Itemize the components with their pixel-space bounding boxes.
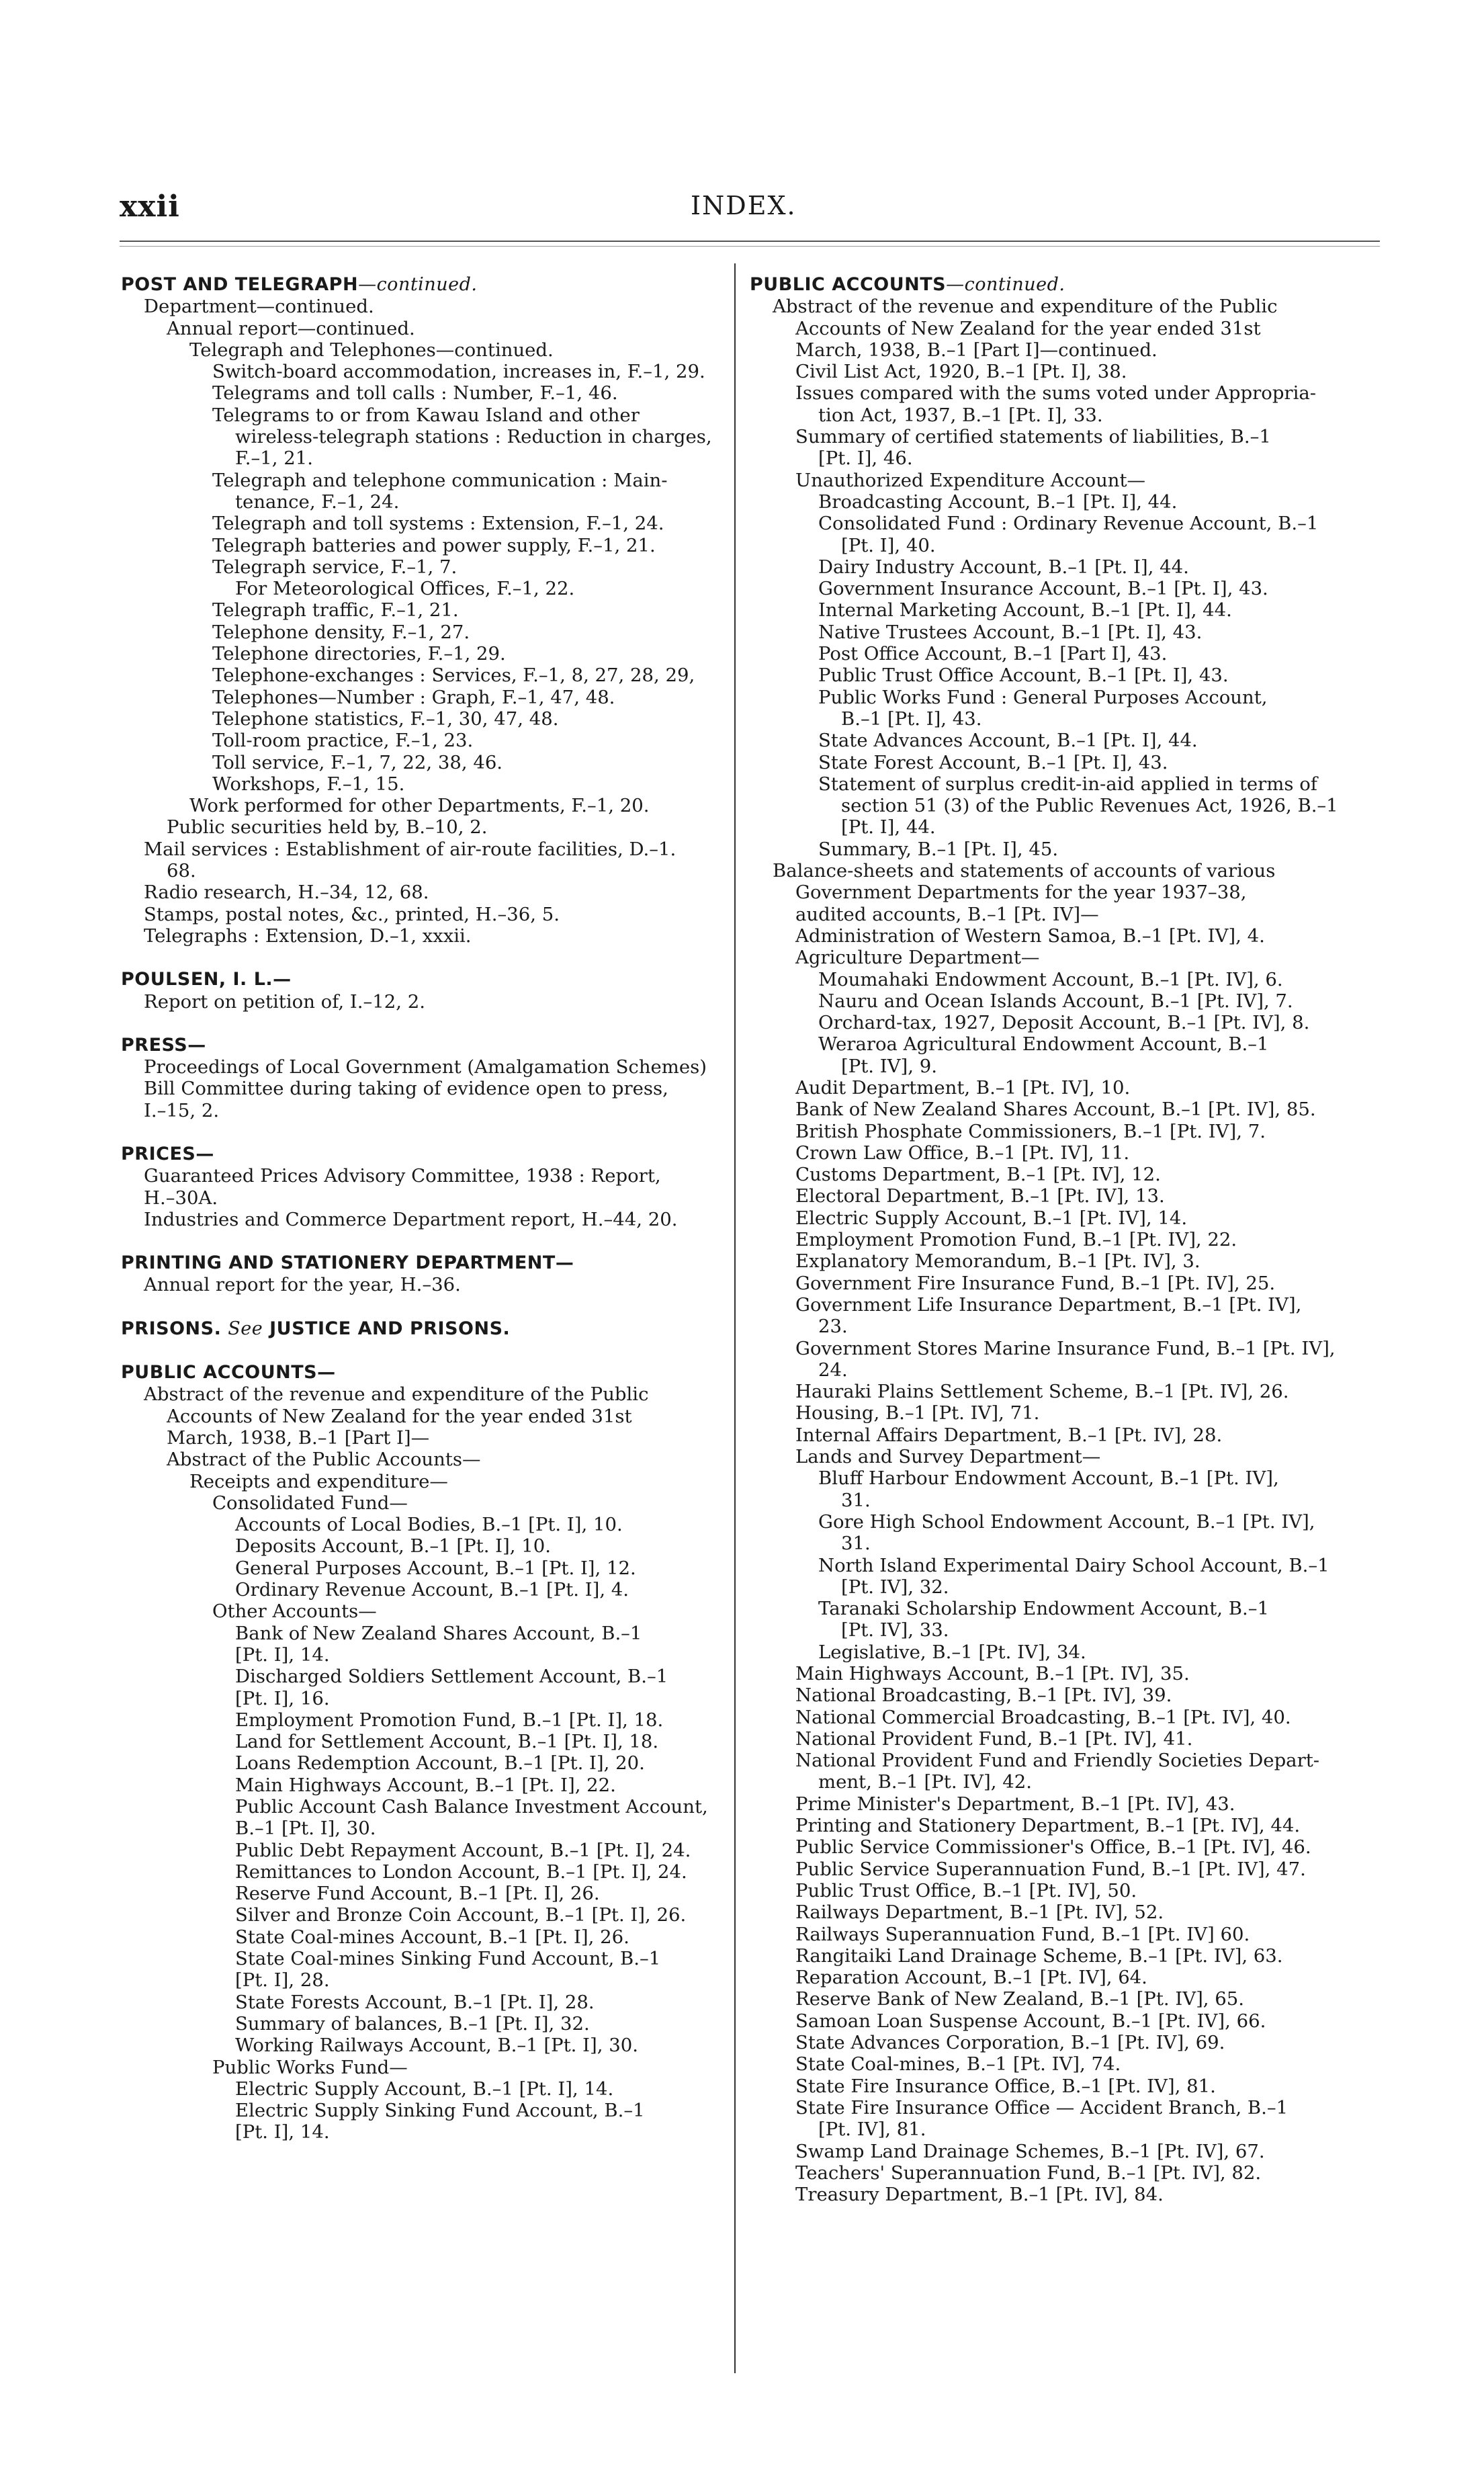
index-entry: Public Service Commissioner's Office, B.–1 [Pt. IV], 46. (795, 1836, 1311, 1859)
index-entry: State Advances Corporation, B.–1 [Pt. IV], 69. (795, 2032, 1225, 2054)
index-entry: Deposits Account, B.–1 [Pt. I], 10. (235, 1535, 551, 1557)
index-entry: Public Service Superannuation Fund, B.–1 [Pt. IV], 47. (795, 1858, 1306, 1880)
index-entry: Telephone directories, F.–1, 29. (212, 643, 506, 665)
index-entry: Audit Department, B.–1 [Pt. IV], 10. (795, 1076, 1131, 1099)
index-entry: Lands and Survey Department— (795, 1446, 1101, 1468)
index-entry: Telegrams and toll calls : Number, F.–1, 46. (212, 382, 618, 404)
index-heading (750, 274, 1381, 296)
index-entry: Telephones—Number : Graph, F.–1, 47, 48. (212, 686, 615, 708)
index-entry: Balance-sheets and statements of accounts of various (773, 860, 1276, 882)
heading-text: POST AND TELEGRAPH (121, 274, 359, 295)
index-entry: State Forests Account, B.–1 [Pt. I], 28. (235, 1991, 595, 2013)
index-entry: wireless-telegraph stations : Reduction in charges, (235, 426, 712, 448)
index-entry: National Broadcasting, B.–1 [Pt. IV], 39. (795, 1684, 1172, 1707)
index-entry: Government Fire Insurance Fund, B.–1 [Pt. IV], 25. (795, 1272, 1276, 1294)
index-entry: Report on petition of, I.–12, 2. (144, 990, 425, 1013)
heading-text: PRICES— (121, 1143, 214, 1164)
index-entry: Radio research, H.–34, 12, 68. (144, 882, 429, 904)
index-entry: State Forest Account, B.–1 [Pt. I], 43. (818, 751, 1168, 773)
see-reference-target: JUSTICE AND PRISONS. (269, 1318, 511, 1339)
index-entry: Employment Promotion Fund, B.–1 [Pt. I], 18. (235, 1709, 664, 1731)
index-entry: Public Account Cash Balance Investment Account, (235, 1796, 708, 1818)
index-entry: Public securities held by, B.–10, 2. (167, 816, 488, 839)
index-entry: Industries and Commerce Department report, H.–44, 20. (144, 1208, 678, 1230)
index-entry: Accounts of Local Bodies, B.–1 [Pt. I], 10. (235, 1514, 623, 1536)
entry-spacer (121, 1230, 719, 1252)
index-entry: National Provident Fund and Friendly Societies Depart- (795, 1750, 1320, 1772)
index-entry: Main Highways Account, B.–1 [Pt. I], 22. (235, 1774, 616, 1796)
index-entry: Main Highways Account, B.–1 [Pt. IV], 35. (795, 1663, 1190, 1684)
index-entry: Mail services : Establishment of air-route facilities, D.–1. (144, 838, 676, 860)
index-entry: Native Trustees Account, B.–1 [Pt. I], 43. (818, 621, 1203, 643)
index-entry: Public Trust Office Account, B.–1 [Pt. I], 43. (818, 665, 1229, 687)
index-entry: Ordinary Revenue Account, B.–1 [Pt. I], 4. (235, 1579, 629, 1601)
index-entry: Customs Department, B.–1 [Pt. IV], 12. (795, 1164, 1161, 1186)
entry-spacer (121, 947, 719, 969)
index-entry: Reserve Bank of New Zealand, B.–1 [Pt. IV], 65. (795, 1988, 1245, 2010)
entry-spacer (121, 1296, 719, 1318)
index-entry: Toll service, F.–1, 7, 22, 38, 46. (212, 751, 503, 773)
index-entry: [Pt. I], 28. (235, 1969, 330, 1992)
heading-text: PUBLIC ACCOUNTS— (121, 1362, 336, 1383)
index-entry: Public Works Fund : General Purposes Account, (818, 686, 1268, 708)
index-entry: March, 1938, B.–1 [Part I]— (167, 1426, 430, 1449)
index-entry: Gore High School Endowment Account, B.–1 [Pt. IV], (818, 1510, 1315, 1533)
index-entry: Civil List Act, 1920, B.–1 [Pt. I], 38. (795, 361, 1127, 383)
index-entry: Administration of Western Samoa, B.–1 [Pt. IV], 4. (795, 925, 1265, 947)
index-entry: Government Insurance Account, B.–1 [Pt. I], 43. (818, 578, 1268, 600)
index-entry: Telegraph batteries and power supply, F.–1, 21. (212, 534, 656, 556)
page-title: INDEX. (691, 191, 797, 220)
index-entry: Telephone density, F.–1, 27. (212, 621, 470, 643)
index-entry: Swamp Land Drainage Schemes, B.–1 [Pt. IV], 67. (795, 2140, 1265, 2162)
index-entry: tion Act, 1937, B.–1 [Pt. I], 33. (818, 404, 1103, 426)
entry-spacer (121, 1121, 719, 1144)
index-entry: Summary of balances, B.–1 [Pt. I], 32. (235, 2012, 590, 2035)
index-entry: I.–15, 2. (144, 1099, 220, 1121)
index-entry: [Pt. IV], 81. (818, 2119, 926, 2141)
index-entry: Reparation Account, B.–1 [Pt. IV], 64. (795, 1967, 1147, 1989)
index-entry: Switch-board accommodation, increases in, F.–1, 29. (212, 361, 705, 383)
index-entry: Telegrams to or from Kawau Island and other (212, 404, 640, 426)
index-entry: Public Works Fund— (212, 2056, 408, 2078)
index-entry: [Pt. I], 40. (841, 534, 936, 556)
index-entry: Consolidated Fund— (212, 1492, 408, 1514)
index-column-left (121, 274, 719, 2143)
index-entry: Government Life Insurance Department, B.–1 [Pt. IV], (795, 1293, 1302, 1316)
index-entry: Rangitaiki Land Drainage Scheme, B.–1 [Pt. IV], 63. (795, 1945, 1283, 1967)
index-entry: Printing and Stationery Department, B.–1 [Pt. IV], 44. (795, 1815, 1301, 1837)
see-reference-label: See (228, 1318, 263, 1339)
index-entry: 23. (818, 1316, 848, 1338)
index-entry: Housing, B.–1 [Pt. IV], 71. (795, 1402, 1040, 1424)
index-entry: Working Railways Account, B.–1 [Pt. I], 30. (235, 2035, 638, 2057)
index-entry: Telephone statistics, F.–1, 30, 47, 48. (212, 708, 559, 730)
index-entry: Prime Minister's Department, B.–1 [Pt. IV], 43. (795, 1793, 1235, 1815)
index-entry: F.–1, 21. (235, 447, 314, 470)
index-entry: Telegraph service, F.–1, 7. (212, 556, 457, 578)
index-entry: Weraroa Agricultural Endowment Account, B.–1 (818, 1033, 1269, 1056)
index-entry: [Pt. I], 14. (235, 2121, 330, 2143)
index-entry: Stamps, postal notes, &c., printed, H.–36, 5. (144, 903, 560, 925)
index-entry: Accounts of New Zealand for the year ended 31st (167, 1405, 632, 1427)
index-entry: [Pt. I], 16. (235, 1687, 330, 1709)
index-entry: [Pt. IV], 32. (841, 1576, 949, 1598)
heading-text: PRESS— (121, 1034, 206, 1056)
index-entry: Explanatory Memorandum, B.–1 [Pt. IV], 3. (795, 1250, 1201, 1273)
index-entry: State Fire Insurance Office, B.–1 [Pt. IV], 81. (795, 2075, 1216, 2097)
index-entry: Annual report—continued. (167, 317, 415, 339)
index-entry: Crown Law Office, B.–1 [Pt. IV], 11. (795, 1142, 1130, 1164)
index-entry: Telegraph traffic, F.–1, 21. (212, 599, 459, 622)
index-entry: Employment Promotion Fund, B.–1 [Pt. IV], 22. (795, 1229, 1237, 1251)
entry-spacer (121, 1013, 719, 1035)
index-entry: Samoan Loan Suspense Account, B.–1 [Pt. IV], 66. (795, 2010, 1266, 2032)
index-entry: Abstract of the Public Accounts— (167, 1449, 481, 1471)
index-entry: [Pt. I], 44. (841, 816, 936, 839)
index-entry: Post Office Account, B.–1 [Part I], 43. (818, 643, 1168, 665)
index-entry: Bluff Harbour Endowment Account, B.–1 [Pt. IV], (818, 1467, 1279, 1490)
index-entry: Taranaki Scholarship Endowment Account, B.–1 (818, 1598, 1269, 1620)
index-entry: Nauru and Ocean Islands Account, B.–1 [Pt. IV], 7. (818, 990, 1293, 1012)
index-heading (121, 274, 719, 296)
index-entry: Public Debt Repayment Account, B.–1 [Pt. I], 24. (235, 1839, 691, 1861)
index-heading (121, 1362, 719, 1383)
index-entry: Department—continued. (144, 296, 374, 318)
index-entry: State Fire Insurance Office — Accident Branch, B.–1 (795, 2096, 1289, 2119)
index-entry: Orchard-tax, 1927, Deposit Account, B.–1 [Pt. IV], 8. (818, 1012, 1310, 1034)
index-entry: Treasury Department, B.–1 [Pt. IV], 84. (795, 2184, 1164, 2206)
index-entry: Dairy Industry Account, B.–1 [Pt. I], 44. (818, 556, 1189, 578)
index-entry: Accounts of New Zealand for the year ended 31st (795, 317, 1261, 339)
index-entry: B.–1 [Pt. I], 43. (841, 708, 982, 730)
index-heading (121, 1252, 719, 1274)
index-entry: Annual report for the year, H.–36. (144, 1274, 461, 1296)
index-entry: For Meteorological Offices, F.–1, 22. (235, 578, 575, 600)
index-heading (121, 1318, 719, 1340)
index-entry: Legislative, B.–1 [Pt. IV], 34. (818, 1641, 1086, 1663)
index-entry: Workshops, F.–1, 15. (212, 773, 405, 795)
index-entry: Electric Supply Account, B.–1 [Pt. IV], 14. (795, 1207, 1188, 1229)
index-entry: Receipts and expenditure— (189, 1470, 448, 1492)
index-entry: Land for Settlement Account, B.–1 [Pt. I], 18. (235, 1731, 659, 1753)
heading-continued: —continued. (946, 274, 1065, 295)
index-entry: Bill Committee during taking of evidence open to press, (144, 1078, 668, 1100)
index-entry: Telegraph and Telephones—continued. (189, 339, 554, 361)
index-entry: Telegraph and toll systems : Extension, F.–1, 24. (212, 513, 664, 535)
index-entry: B.–1 [Pt. I], 30. (235, 1818, 376, 1840)
index-entry: Teachers' Superannuation Fund, B.–1 [Pt. IV], 82. (795, 2162, 1262, 2184)
index-heading (121, 1035, 719, 1056)
heading-text: POULSEN, I. L.— (121, 969, 292, 990)
index-entry: Electric Supply Sinking Fund Account, B.–1 (235, 2100, 645, 2122)
index-entry: Unauthorized Expenditure Account— (795, 469, 1146, 491)
index-entry: Government Departments for the year 1937–38, (795, 882, 1247, 904)
index-entry: Moumahaki Endowment Account, B.–1 [Pt. IV], 6. (818, 968, 1283, 990)
index-entry: section 51 (3) of the Public Revenues Act, 1926, B.–1 (841, 795, 1338, 817)
index-column-right (750, 274, 1381, 2205)
index-entry: Internal Affairs Department, B.–1 [Pt. IV], 28. (795, 1424, 1223, 1446)
index-entry: Abstract of the revenue and expenditure of the Public (144, 1383, 649, 1406)
index-entry: Reserve Fund Account, B.–1 [Pt. I], 26. (235, 1883, 600, 1905)
index-entry: 31. (841, 1533, 871, 1555)
index-entry: [Pt. I], 46. (818, 447, 913, 470)
index-entry: Telegraph and telephone communication : Main- (212, 469, 668, 491)
index-entry: National Commercial Broadcasting, B.–1 [Pt. IV], 40. (795, 1706, 1291, 1728)
index-entry: Loans Redemption Account, B.–1 [Pt. I], 20. (235, 1752, 645, 1775)
index-entry: Consolidated Fund : Ordinary Revenue Account, B.–1 (818, 513, 1319, 535)
index-entry: North Island Experimental Dairy School Account, B.–1 (818, 1554, 1329, 1576)
index-entry: H.–30A. (144, 1187, 218, 1209)
index-entry: Statement of surplus credit-in-aid applied in terms of (818, 773, 1317, 795)
index-entry: State Coal-mines, B.–1 [Pt. IV], 74. (795, 2053, 1121, 2076)
index-entry: 31. (841, 1489, 871, 1511)
index-entry: Broadcasting Account, B.–1 [Pt. I], 44. (818, 490, 1178, 513)
heading-text: PUBLIC ACCOUNTS (750, 274, 947, 295)
entry-spacer (121, 1340, 719, 1362)
header-rule (120, 241, 1380, 242)
index-entry: Agriculture Department— (795, 947, 1040, 969)
index-entry: General Purposes Account, B.–1 [Pt. I], 12. (235, 1557, 636, 1579)
heading-text: PRISONS. (121, 1318, 222, 1339)
index-entry: [Pt. I], 14. (235, 1643, 330, 1666)
index-entry: audited accounts, B.–1 [Pt. IV]— (795, 903, 1099, 925)
header-rule-thin (120, 246, 1380, 247)
index-entry: Railways Department, B.–1 [Pt. IV], 52. (795, 1902, 1164, 1924)
index-entry: Railways Superannuation Fund, B.–1 [Pt. IV] 60. (795, 1923, 1250, 1945)
column-divider (734, 263, 736, 2373)
index-entry: Remittances to London Account, B.–1 [Pt. I], 24. (235, 1861, 687, 1883)
index-entry: Electoral Department, B.–1 [Pt. IV], 13. (795, 1185, 1165, 1207)
index-entry: 24. (818, 1359, 848, 1381)
index-entry: Toll-room practice, F.–1, 23. (212, 730, 474, 752)
index-entry: Silver and Bronze Coin Account, B.–1 [Pt. I], 26. (235, 1904, 687, 1926)
index-entry: Public Trust Office, B.–1 [Pt. IV], 50. (795, 1879, 1137, 1902)
page-number: xxii (120, 189, 180, 224)
index-entry: British Phosphate Commissioners, B.–1 [Pt. IV], 7. (795, 1120, 1266, 1142)
index-entry: Work performed for other Departments, F.–1, 20. (189, 795, 650, 817)
index-entry: Hauraki Plains Settlement Scheme, B.–1 [Pt. IV], 26. (795, 1381, 1289, 1403)
index-heading (121, 1144, 719, 1165)
index-entry: Telegraphs : Extension, D.–1, xxxii. (144, 925, 472, 947)
heading-continued: —continued. (358, 274, 478, 295)
index-entry: State Coal-mines Sinking Fund Account, B.–1 (235, 1948, 661, 1970)
index-entry: [Pt. IV], 9. (841, 1055, 937, 1077)
index-entry: [Pt. IV], 33. (841, 1619, 949, 1641)
index-entry: Discharged Soldiers Settlement Account, B.–1 (235, 1666, 668, 1688)
index-entry: Guaranteed Prices Advisory Committee, 1938 : Report, (144, 1165, 661, 1187)
index-entry: Proceedings of Local Government (Amalgamation Schemes) (144, 1056, 707, 1078)
index-entry: State Advances Account, B.–1 [Pt. I], 44. (818, 730, 1198, 752)
heading-text: PRINTING AND STATIONERY DEPARTMENT— (121, 1252, 574, 1274)
index-entry: Summary, B.–1 [Pt. I], 45. (818, 838, 1059, 860)
index-entry: tenance, F.–1, 24. (235, 490, 400, 513)
index-entry: Abstract of the revenue and expenditure of the Public (773, 296, 1278, 318)
index-entry: Bank of New Zealand Shares Account, B.–1 [Pt. IV], 85. (795, 1099, 1316, 1121)
index-entry: Issues compared with the sums voted under Appropria- (795, 382, 1317, 404)
index-entry: Other Accounts— (212, 1600, 377, 1623)
index-entry: ment, B.–1 [Pt. IV], 42. (818, 1771, 1032, 1793)
index-entry: National Provident Fund, B.–1 [Pt. IV], 41. (795, 1727, 1193, 1750)
index-entry: Telephone-exchanges : Services, F.–1, 8, 27, 28, 29, (212, 665, 695, 687)
index-entry: Electric Supply Account, B.–1 [Pt. I], 14. (235, 2078, 614, 2100)
index-entry: Internal Marketing Account, B.–1 [Pt. I], 44. (818, 599, 1232, 622)
index-heading (121, 969, 719, 990)
index-entry: March, 1938, B.–1 [Part I]—continued. (795, 339, 1158, 361)
index-entry: State Coal-mines Account, B.–1 [Pt. I], 26. (235, 1926, 629, 1948)
index-entry: 68. (167, 860, 196, 882)
index-entry: Summary of certified statements of liabilities, B.–1 (795, 426, 1271, 448)
index-entry: Government Stores Marine Insurance Fund, B.–1 [Pt. IV], (795, 1337, 1336, 1359)
index-entry: Bank of New Zealand Shares Account, B.–1 (235, 1622, 642, 1644)
